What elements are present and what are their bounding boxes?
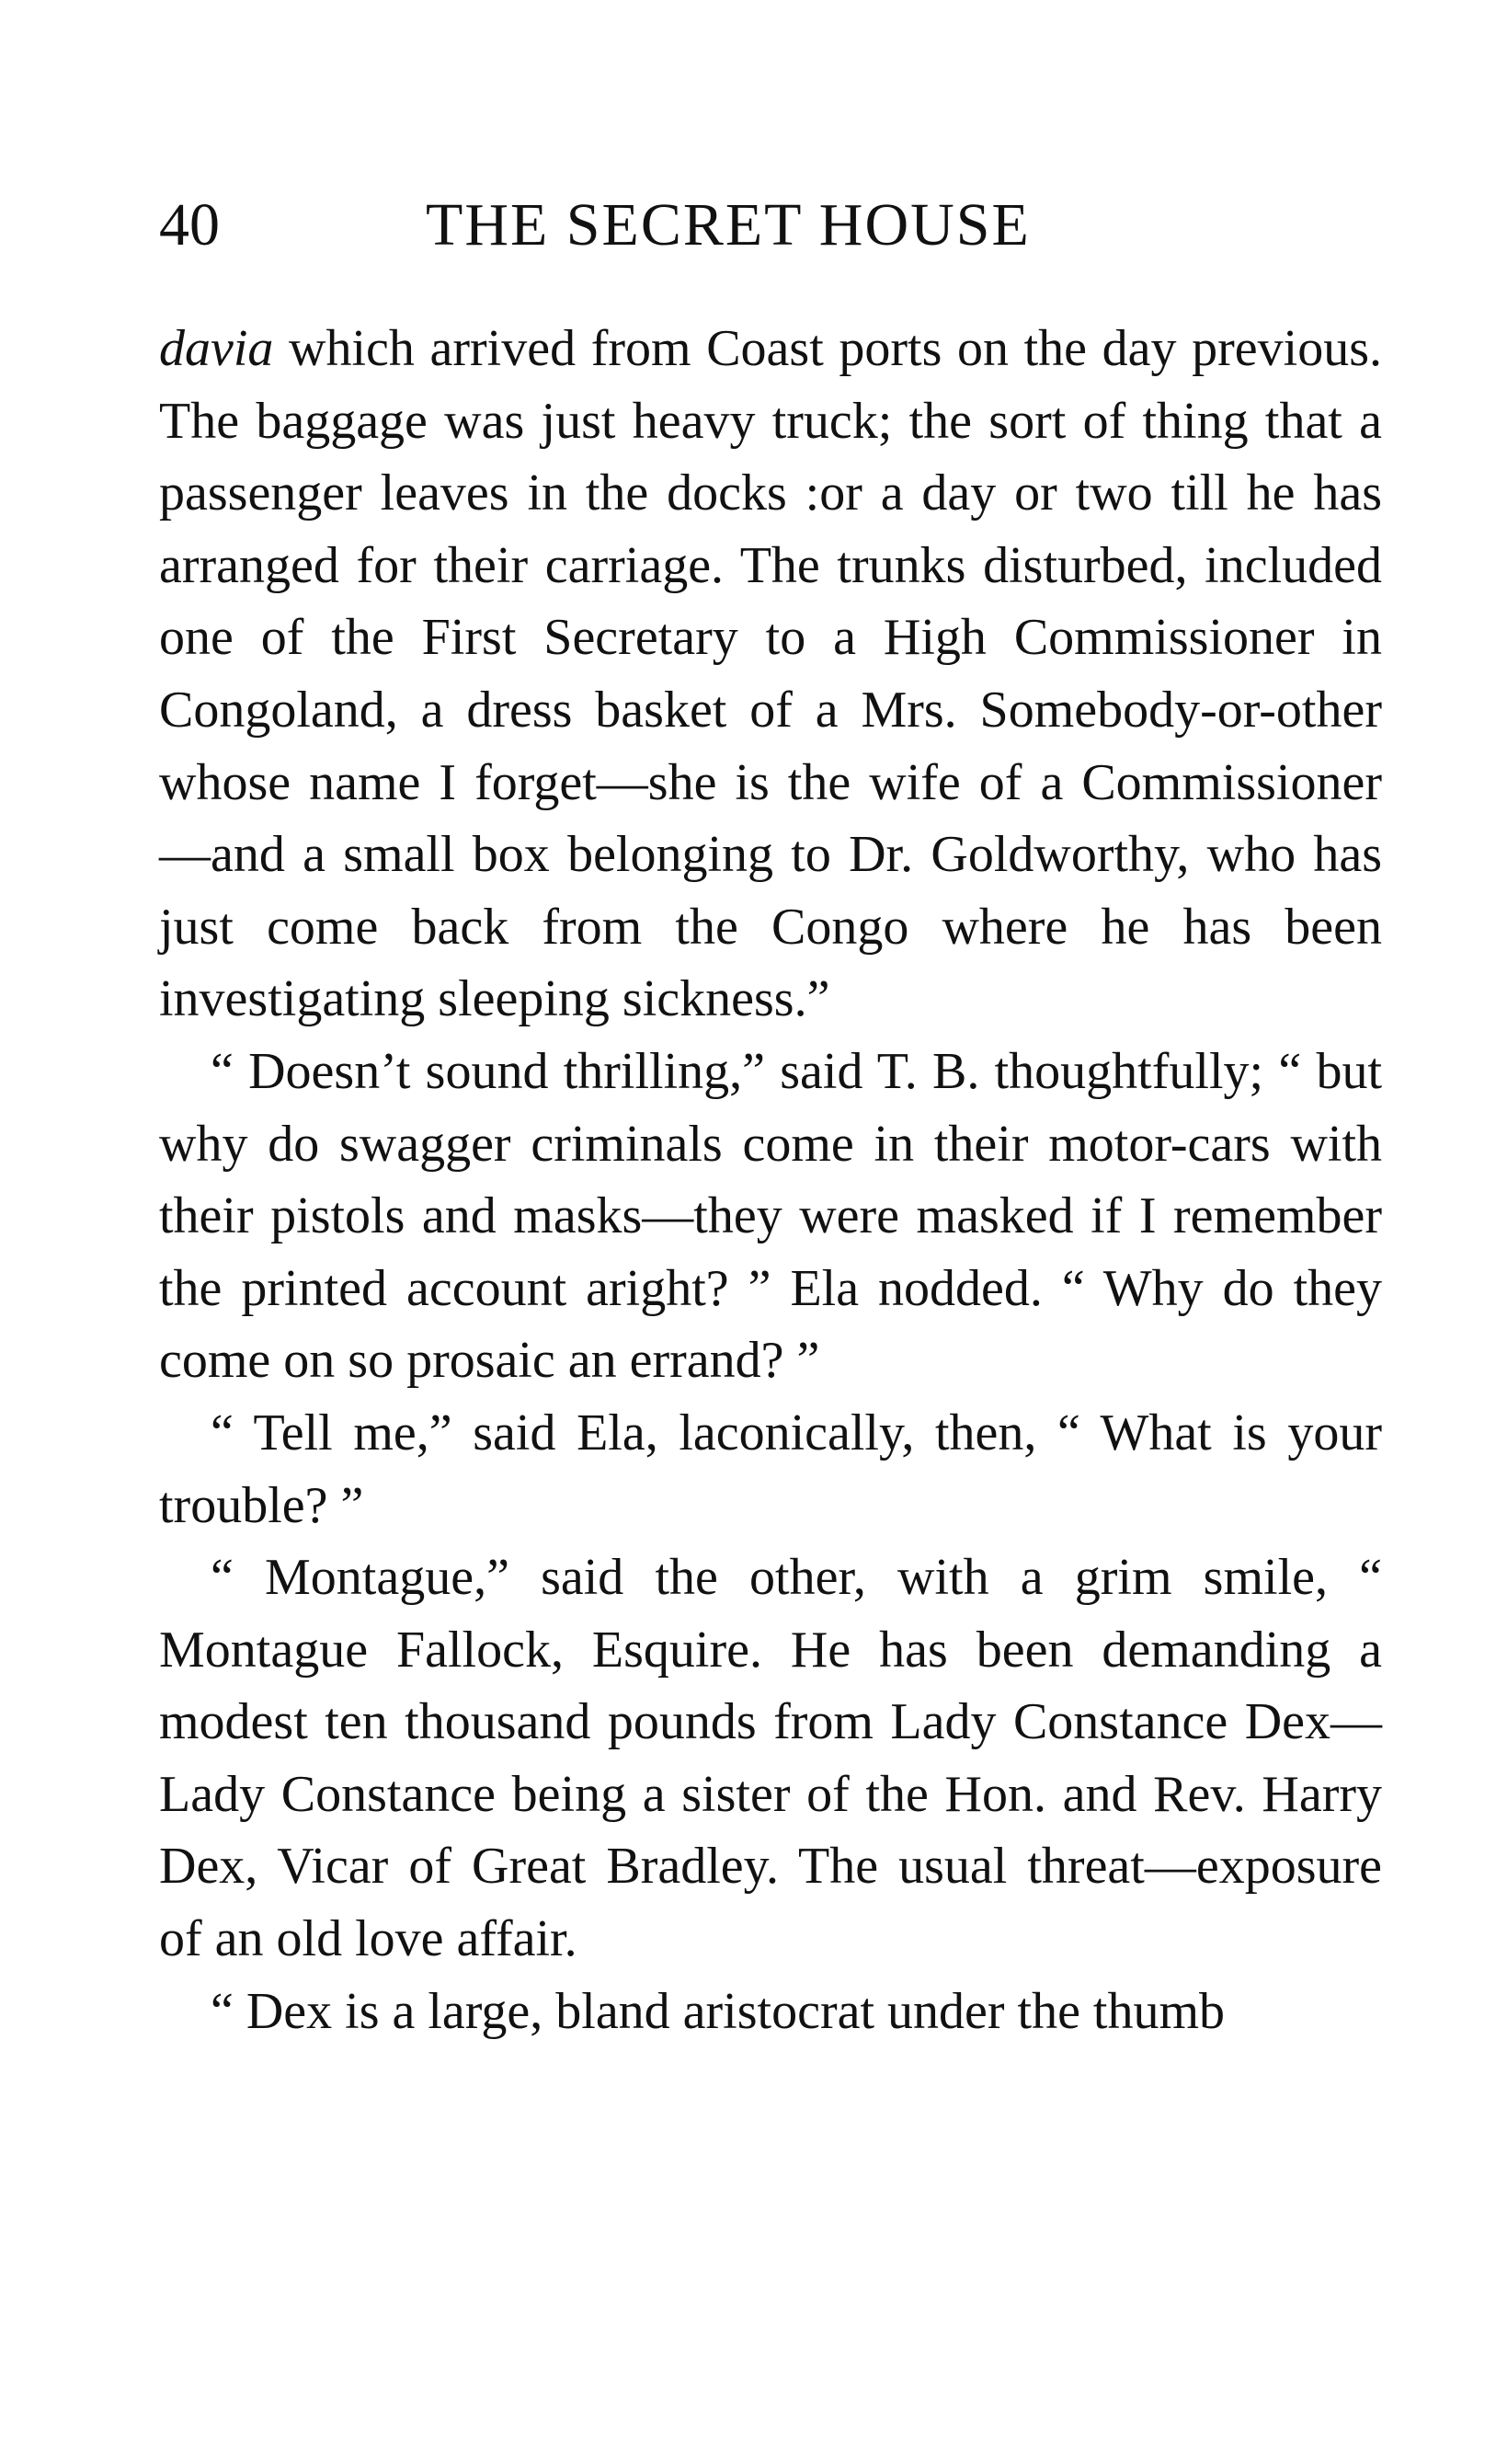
ship-name-fragment: davia <box>159 320 274 377</box>
body-text <box>159 313 1382 2047</box>
paragraph-4: “ Montague,” said the other, with a grim smile, “ Montague Fallock, Esquire. He has been demanding a modest ten thousand pounds from Lady Constance Dex—Lady Constance being a sister of the Hon. and Rev. Harry Dex, Vicar of Great Bradley. The usual threat—exposure of an old love affair. <box>159 1549 1382 1968</box>
paragraph-2: “ Doesn’t sound thrilling,” said T. B. thoughtfully; “ but why do swagger criminals come in their motor-cars with their pistols and masks—they were masked if I remember the printed account aright? ” Ela nodded. “ Why do they come on so prosaic an errand? ” <box>159 1042 1382 1390</box>
running-head <box>159 184 1382 267</box>
paragraph-3: “ Tell me,” said Ela, laconically, then, “ What is your trouble? ” <box>159 1404 1382 1534</box>
paragraph-1-text: which arrived from Coast ports on the day previous. The baggage was just heavy truck; the sort of thing that a passenger leaves in the docks :or a day or two till he has arranged for their carriage. The trunks disturbed, included one of the First Secretary to a High Commissioner in Congoland, a dress basket of a Mrs. Somebody-or-other whose name I forget—she is the wife of a Commissioner —and a small box belonging to Dr. Goldworthy, who has just come back from the Congo where he has been investigating sleeping sickness.” <box>159 320 1382 1028</box>
page-number: 40 <box>159 191 220 258</box>
paragraph-5: “ Dex is a large, bland aristocrat under the thumb <box>211 1982 1226 2040</box>
paragraph-1 <box>159 313 1382 1036</box>
page-title: THE SECRET HOUSE <box>426 191 1031 258</box>
